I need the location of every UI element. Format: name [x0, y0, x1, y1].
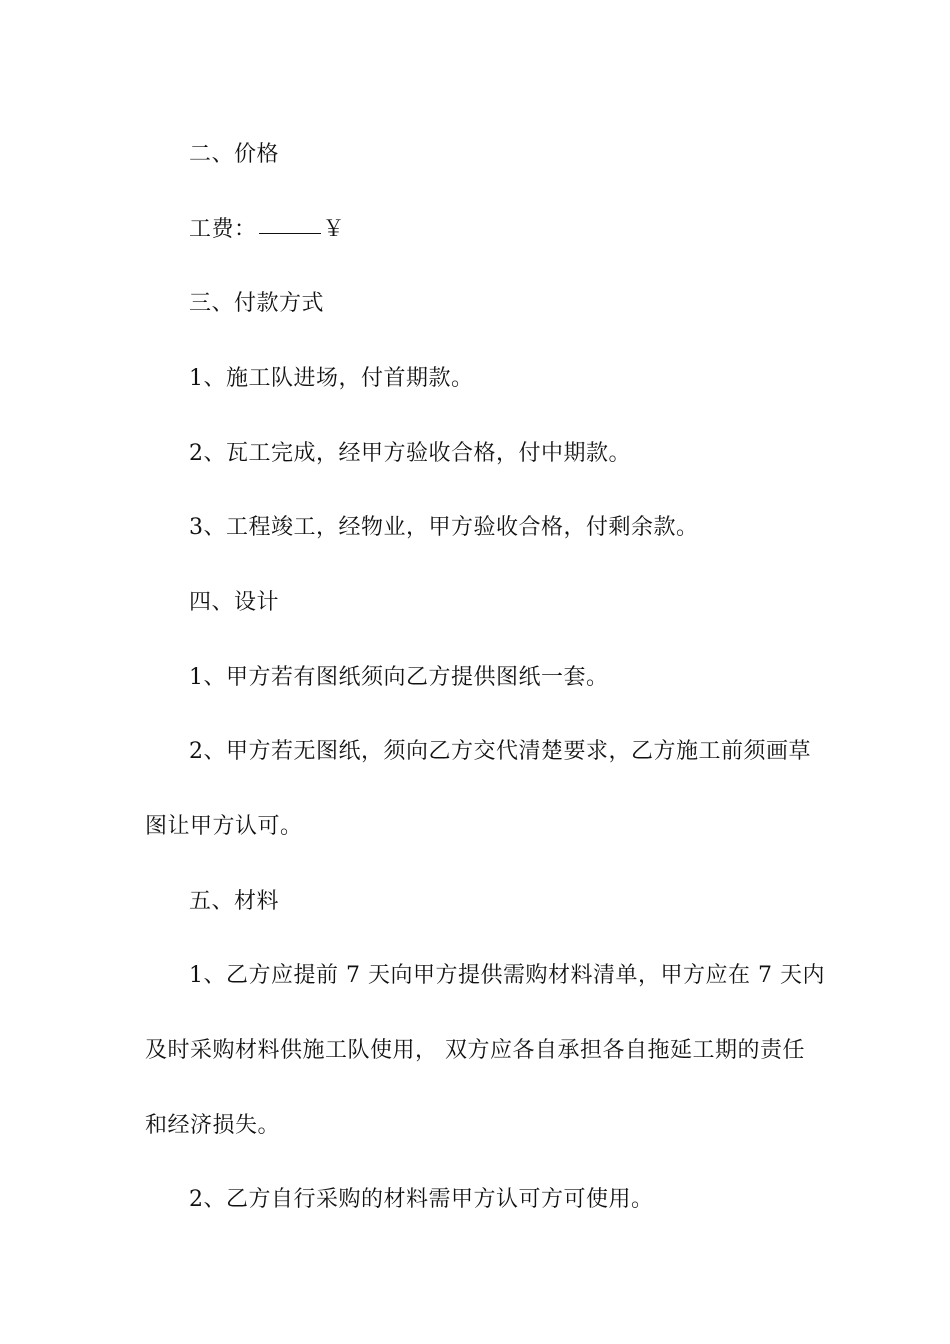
- materials-heading: 五、材料: [189, 889, 280, 914]
- fee-currency: ￥: [322, 217, 346, 242]
- design-item-2-line-2: 图让甲方认可。: [145, 814, 303, 839]
- fee-blank: [259, 232, 321, 234]
- payment-item-2: 2、瓦工完成，经甲方验收合格，付中期款。: [189, 441, 631, 466]
- design-heading: 四、设计: [189, 590, 280, 615]
- materials-item-1-line-3: 和经济损失。: [145, 1113, 281, 1138]
- payment-heading: 三、付款方式: [189, 291, 325, 316]
- price-heading: 二、价格: [189, 142, 280, 167]
- fee-line: [189, 212, 345, 243]
- payment-item-3: 3、工程竣工，经物业，甲方验收合格，付剩余款。: [189, 515, 699, 540]
- materials-item-2: 2、乙方自行采购的材料需甲方认可方可使用。: [189, 1187, 654, 1212]
- materials-item-1-line-1: 1、乙方应提前 7 天向甲方提供需购材料清单，甲方应在 7 天内: [189, 963, 825, 988]
- materials-item-1-line-2: 及时采购材料供施工队使用， 双方应各自承担各自拖延工期的责任: [145, 1038, 805, 1063]
- design-item-2-line-1: 2、甲方若无图纸，须向乙方交代清楚要求，乙方施工前须画草: [189, 739, 811, 764]
- payment-item-1: 1、施工队进场，付首期款。: [189, 366, 474, 391]
- fee-label: 工费：: [189, 217, 257, 242]
- design-item-1: 1、甲方若有图纸须向乙方提供图纸一套。: [189, 665, 609, 690]
